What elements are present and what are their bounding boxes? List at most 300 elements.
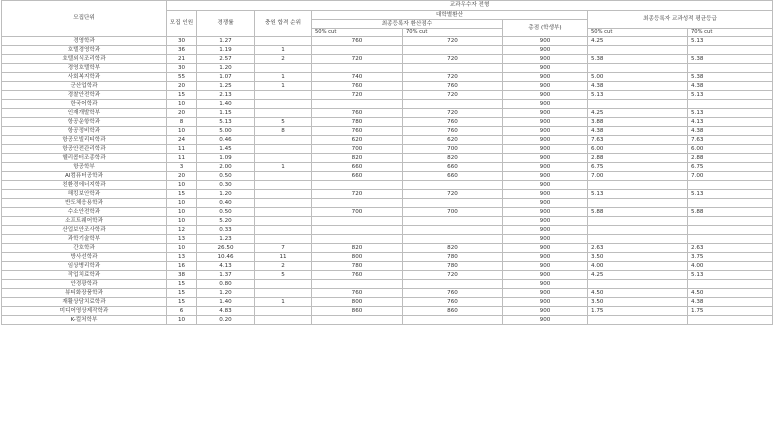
cell-cut70: 660 [403, 172, 503, 181]
cell-cut70: 720 [403, 73, 503, 82]
cell-grade70: 4.50 [688, 289, 773, 298]
cell-quota: 15 [167, 280, 197, 289]
cell-rank: 1 [255, 298, 312, 307]
cell-grade70 [688, 316, 773, 325]
cell-total: 900 [503, 163, 588, 172]
cell-rate: 1.20 [197, 190, 255, 199]
cell-grade50: 5.13 [588, 91, 688, 100]
cell-unit: 해킹보안학과 [2, 190, 167, 199]
cell-grade50 [588, 100, 688, 109]
cell-grade50 [588, 226, 688, 235]
table-row [2, 37, 773, 46]
header-final-converted: 최종등록자 환산점수 [312, 20, 503, 29]
cell-rank [255, 190, 312, 199]
header-rate: 경쟁률 [197, 11, 255, 37]
table-row [2, 64, 773, 73]
cell-unit: 경찰안전학과 [2, 91, 167, 100]
cell-grade70: 5.38 [688, 73, 773, 82]
cell-grade50: 3.88 [588, 118, 688, 127]
cell-rate: 5.00 [197, 127, 255, 136]
cell-cut50: 780 [312, 262, 403, 271]
table-row [2, 226, 773, 235]
table-row [2, 298, 773, 307]
cell-total: 900 [503, 145, 588, 154]
table-row [2, 46, 773, 55]
cell-grade50 [588, 316, 688, 325]
cell-cut50: 720 [312, 91, 403, 100]
cell-cut70: 720 [403, 37, 503, 46]
cell-rate: 1.23 [197, 235, 255, 244]
cell-rank [255, 208, 312, 217]
cell-grade70 [688, 235, 773, 244]
cell-rate: 1.40 [197, 100, 255, 109]
cell-total: 900 [503, 316, 588, 325]
cell-cut50: 760 [312, 127, 403, 136]
table-row [2, 307, 773, 316]
cell-unit: 과학기술학부 [2, 235, 167, 244]
cell-rate: 26.50 [197, 244, 255, 253]
cell-rate: 1.37 [197, 271, 255, 280]
cell-rate: 1.09 [197, 154, 255, 163]
cell-total: 900 [503, 55, 588, 64]
cell-unit: 호텔외식조리학과 [2, 55, 167, 64]
cell-rank: 8 [255, 127, 312, 136]
cell-quota: 10 [167, 217, 197, 226]
cell-cut70: 720 [403, 109, 503, 118]
table-row [2, 109, 773, 118]
cell-cut50: 720 [312, 55, 403, 64]
table-row [2, 253, 773, 262]
header-final-grade: 최종등록자 교과성적 평균등급 [588, 11, 773, 29]
cell-cut50: 720 [312, 190, 403, 199]
cell-unit: 항공학부 [2, 163, 167, 172]
cell-cut50: 820 [312, 154, 403, 163]
cell-rate: 1.07 [197, 73, 255, 82]
cell-total: 900 [503, 109, 588, 118]
cell-rank: 1 [255, 82, 312, 91]
cell-grade50: 5.88 [588, 208, 688, 217]
cell-rate: 1.15 [197, 109, 255, 118]
cell-cut70 [403, 235, 503, 244]
cell-grade50: 2.63 [588, 244, 688, 253]
table-row [2, 100, 773, 109]
cell-unit: 방사선학과 [2, 253, 167, 262]
cell-cut50 [312, 100, 403, 109]
table-row [2, 289, 773, 298]
cell-quota: 21 [167, 55, 197, 64]
cell-grade70: 2.88 [688, 154, 773, 163]
cell-grade70: 7.63 [688, 136, 773, 145]
cell-cut70: 780 [403, 253, 503, 262]
cell-total: 900 [503, 262, 588, 271]
cell-cut50 [312, 64, 403, 73]
header-total: 총점 (학생부) [503, 20, 588, 37]
header-cut50: 50% cut [312, 29, 403, 37]
cell-rank: 7 [255, 244, 312, 253]
cell-grade50 [588, 64, 688, 73]
cell-total: 900 [503, 154, 588, 163]
cell-rank [255, 316, 312, 325]
admission-results-table-wrapper [1, 0, 772, 426]
header-grade50: 50% cut [588, 29, 688, 37]
cell-quota: 30 [167, 37, 197, 46]
cell-total: 900 [503, 199, 588, 208]
cell-grade70: 7.00 [688, 172, 773, 181]
cell-grade70: 5.38 [688, 55, 773, 64]
cell-grade50: 4.50 [588, 289, 688, 298]
cell-unit: 항공정비학과 [2, 127, 167, 136]
table-row [2, 208, 773, 217]
table-row [2, 73, 773, 82]
cell-rank [255, 280, 312, 289]
cell-total: 900 [503, 37, 588, 46]
cell-rank [255, 199, 312, 208]
cell-rank: 5 [255, 118, 312, 127]
cell-grade50: 6.00 [588, 145, 688, 154]
cell-rate: 2.57 [197, 55, 255, 64]
cell-rank [255, 226, 312, 235]
table-row [2, 145, 773, 154]
cell-rank [255, 217, 312, 226]
cell-unit: 작업치료학과 [2, 271, 167, 280]
cell-grade50: 4.25 [588, 37, 688, 46]
cell-unit: 한국어학과 [2, 100, 167, 109]
cell-cut50: 800 [312, 298, 403, 307]
cell-quota: 20 [167, 109, 197, 118]
cell-grade50: 4.38 [588, 82, 688, 91]
cell-rate: 4.83 [197, 307, 255, 316]
cell-total: 900 [503, 208, 588, 217]
cell-cut70: 820 [403, 154, 503, 163]
cell-total: 900 [503, 172, 588, 181]
cell-total: 900 [503, 235, 588, 244]
cell-rate: 1.45 [197, 145, 255, 154]
cell-cut70 [403, 100, 503, 109]
cell-grade50: 4.25 [588, 109, 688, 118]
cell-quota: 11 [167, 145, 197, 154]
cell-grade50 [588, 235, 688, 244]
cell-total: 900 [503, 244, 588, 253]
cell-total: 900 [503, 298, 588, 307]
cell-quota: 12 [167, 226, 197, 235]
table-row [2, 55, 773, 64]
cell-cut70: 780 [403, 262, 503, 271]
cell-quota: 15 [167, 91, 197, 100]
cell-unit: 경영호텔학부 [2, 64, 167, 73]
cell-total: 900 [503, 73, 588, 82]
cell-grade70: 6.75 [688, 163, 773, 172]
cell-cut50 [312, 235, 403, 244]
cell-rank [255, 181, 312, 190]
cell-quota: 10 [167, 127, 197, 136]
cell-rank [255, 172, 312, 181]
cell-grade70: 4.38 [688, 298, 773, 307]
cell-cut70: 760 [403, 118, 503, 127]
cell-quota: 10 [167, 316, 197, 325]
cell-grade50: 2.88 [588, 154, 688, 163]
cell-cut50: 760 [312, 109, 403, 118]
cell-cut50: 740 [312, 73, 403, 82]
cell-total: 900 [503, 136, 588, 145]
cell-cut50: 700 [312, 208, 403, 217]
header-grade70: 70% cut [688, 29, 773, 37]
cell-grade70 [688, 64, 773, 73]
cell-rank [255, 64, 312, 73]
cell-rank [255, 91, 312, 100]
table-row [2, 172, 773, 181]
header-unit: 모집단위 [2, 1, 167, 37]
cell-rank [255, 37, 312, 46]
cell-cut70: 720 [403, 55, 503, 64]
cell-rank: 11 [255, 253, 312, 262]
table-row [2, 118, 773, 127]
table-row [2, 82, 773, 91]
cell-total: 900 [503, 91, 588, 100]
table-row [2, 280, 773, 289]
cell-unit: 안경광학과 [2, 280, 167, 289]
cell-unit: 미디어영상제작학과 [2, 307, 167, 316]
cell-rate: 0.50 [197, 208, 255, 217]
cell-total: 900 [503, 217, 588, 226]
cell-cut70: 660 [403, 163, 503, 172]
cell-unit: 항공안전관리학과 [2, 145, 167, 154]
cell-unit: 소프트웨어학과 [2, 217, 167, 226]
cell-quota: 20 [167, 172, 197, 181]
cell-total: 900 [503, 289, 588, 298]
cell-total: 900 [503, 64, 588, 73]
cell-total: 900 [503, 190, 588, 199]
cell-cut70: 760 [403, 298, 503, 307]
cell-grade50: 5.00 [588, 73, 688, 82]
cell-rank [255, 136, 312, 145]
cell-grade70: 4.13 [688, 118, 773, 127]
cell-unit: 뷰티화장품학과 [2, 289, 167, 298]
cell-rank [255, 235, 312, 244]
cell-quota: 36 [167, 46, 197, 55]
cell-unit: 군산업학과 [2, 82, 167, 91]
table-row [2, 163, 773, 172]
admission-results-table [1, 0, 773, 325]
cell-rate: 0.80 [197, 280, 255, 289]
cell-rate: 1.40 [197, 298, 255, 307]
header-converted: 대학별환산 [312, 11, 588, 20]
cell-grade50: 7.63 [588, 136, 688, 145]
cell-cut50 [312, 46, 403, 55]
cell-quota: 15 [167, 298, 197, 307]
cell-rank [255, 100, 312, 109]
cell-total: 900 [503, 82, 588, 91]
cell-grade70 [688, 181, 773, 190]
cell-rank [255, 289, 312, 298]
cell-rate: 2.00 [197, 163, 255, 172]
cell-cut70 [403, 199, 503, 208]
cell-rank: 1 [255, 73, 312, 82]
header-group: 교과우수자 전형 [167, 1, 773, 11]
cell-rank [255, 145, 312, 154]
cell-grade70: 4.38 [688, 127, 773, 136]
cell-quota: 30 [167, 64, 197, 73]
cell-grade70: 3.75 [688, 253, 773, 262]
cell-cut50: 660 [312, 163, 403, 172]
cell-grade70: 5.13 [688, 190, 773, 199]
cell-rate: 0.30 [197, 181, 255, 190]
cell-grade70 [688, 280, 773, 289]
cell-quota: 8 [167, 118, 197, 127]
cell-cut70: 760 [403, 289, 503, 298]
cell-cut70 [403, 280, 503, 289]
cell-grade70: 6.00 [688, 145, 773, 154]
cell-total: 900 [503, 118, 588, 127]
cell-rate: 0.46 [197, 136, 255, 145]
cell-total: 900 [503, 46, 588, 55]
cell-cut70: 760 [403, 127, 503, 136]
cell-unit: 인재개발학부 [2, 109, 167, 118]
cell-quota: 13 [167, 235, 197, 244]
cell-cut50 [312, 226, 403, 235]
cell-grade70: 5.13 [688, 37, 773, 46]
table-row [2, 91, 773, 100]
table-row [2, 190, 773, 199]
cell-quota: 13 [167, 253, 197, 262]
cell-cut70: 760 [403, 82, 503, 91]
table-row [2, 262, 773, 271]
cell-quota: 10 [167, 199, 197, 208]
header-cut70: 70% cut [403, 29, 503, 37]
cell-unit: 호텔경영학과 [2, 46, 167, 55]
cell-rate: 1.27 [197, 37, 255, 46]
cell-cut50: 660 [312, 172, 403, 181]
cell-cut70 [403, 181, 503, 190]
cell-rate: 1.25 [197, 82, 255, 91]
cell-unit: 재활상담치료학과 [2, 298, 167, 307]
cell-grade50: 4.38 [588, 127, 688, 136]
cell-unit: 수소안전학과 [2, 208, 167, 217]
cell-grade70: 4.00 [688, 262, 773, 271]
table-row [2, 316, 773, 325]
cell-cut70: 720 [403, 91, 503, 100]
cell-cut70: 720 [403, 271, 503, 280]
cell-cut50: 860 [312, 307, 403, 316]
cell-grade50: 5.38 [588, 55, 688, 64]
cell-quota: 10 [167, 181, 197, 190]
cell-cut70: 700 [403, 208, 503, 217]
cell-unit: 사회복지학과 [2, 73, 167, 82]
cell-grade50 [588, 181, 688, 190]
cell-cut50 [312, 199, 403, 208]
cell-grade70: 5.88 [688, 208, 773, 217]
cell-rate: 5.20 [197, 217, 255, 226]
cell-rate: 0.33 [197, 226, 255, 235]
cell-total: 900 [503, 307, 588, 316]
cell-quota: 16 [167, 262, 197, 271]
cell-total: 900 [503, 253, 588, 262]
cell-cut50: 760 [312, 82, 403, 91]
cell-unit: 산업보안조사학과 [2, 226, 167, 235]
cell-cut50 [312, 181, 403, 190]
cell-total: 900 [503, 280, 588, 289]
cell-grade50: 3.50 [588, 298, 688, 307]
cell-cut70 [403, 226, 503, 235]
cell-rank [255, 307, 312, 316]
cell-grade50: 4.00 [588, 262, 688, 271]
cell-quota: 11 [167, 154, 197, 163]
cell-unit: 항공모빌리티학과 [2, 136, 167, 145]
header-rank: 충원 합격 순위 [255, 11, 312, 37]
cell-grade70: 5.13 [688, 109, 773, 118]
cell-unit: 헬리콥터조종학과 [2, 154, 167, 163]
cell-grade50 [588, 46, 688, 55]
header-quota: 모집 인원 [167, 11, 197, 37]
cell-cut50 [312, 217, 403, 226]
cell-cut70 [403, 46, 503, 55]
cell-rank [255, 154, 312, 163]
cell-grade70 [688, 100, 773, 109]
cell-quota: 55 [167, 73, 197, 82]
cell-grade70 [688, 226, 773, 235]
table-row [2, 181, 773, 190]
cell-rate: 0.20 [197, 316, 255, 325]
cell-rate: 5.13 [197, 118, 255, 127]
cell-cut50: 800 [312, 253, 403, 262]
cell-total: 900 [503, 100, 588, 109]
table-row [2, 217, 773, 226]
cell-unit: K-컬처학부 [2, 316, 167, 325]
cell-grade70: 1.75 [688, 307, 773, 316]
cell-grade50: 7.00 [588, 172, 688, 181]
cell-cut50: 760 [312, 37, 403, 46]
cell-cut50: 620 [312, 136, 403, 145]
cell-rank: 1 [255, 163, 312, 172]
cell-unit: 반도체응용학과 [2, 199, 167, 208]
cell-cut50: 700 [312, 145, 403, 154]
cell-cut70 [403, 217, 503, 226]
cell-quota: 15 [167, 190, 197, 199]
cell-rate: 1.20 [197, 64, 255, 73]
cell-cut70 [403, 64, 503, 73]
cell-grade50: 3.50 [588, 253, 688, 262]
cell-quota: 20 [167, 82, 197, 91]
cell-quota: 10 [167, 208, 197, 217]
cell-grade70: 5.13 [688, 271, 773, 280]
table-row [2, 154, 773, 163]
cell-unit: 간호학과 [2, 244, 167, 253]
cell-cut70: 860 [403, 307, 503, 316]
cell-cut50: 760 [312, 289, 403, 298]
cell-total: 900 [503, 226, 588, 235]
cell-grade50: 4.25 [588, 271, 688, 280]
cell-grade50: 6.75 [588, 163, 688, 172]
cell-grade50: 1.75 [588, 307, 688, 316]
table-row [2, 271, 773, 280]
cell-unit: 항공운항학과 [2, 118, 167, 127]
cell-quota: 15 [167, 289, 197, 298]
cell-cut70 [403, 316, 503, 325]
table-row [2, 127, 773, 136]
cell-rate: 1.19 [197, 46, 255, 55]
cell-cut50: 760 [312, 271, 403, 280]
cell-cut70: 720 [403, 190, 503, 199]
cell-grade70 [688, 199, 773, 208]
cell-rank: 2 [255, 55, 312, 64]
cell-grade50 [588, 217, 688, 226]
cell-cut50 [312, 280, 403, 289]
cell-rank: 1 [255, 46, 312, 55]
cell-rate: 0.50 [197, 172, 255, 181]
cell-unit: 임상병리학과 [2, 262, 167, 271]
table-row [2, 199, 773, 208]
cell-rate: 10.46 [197, 253, 255, 262]
cell-cut50 [312, 316, 403, 325]
